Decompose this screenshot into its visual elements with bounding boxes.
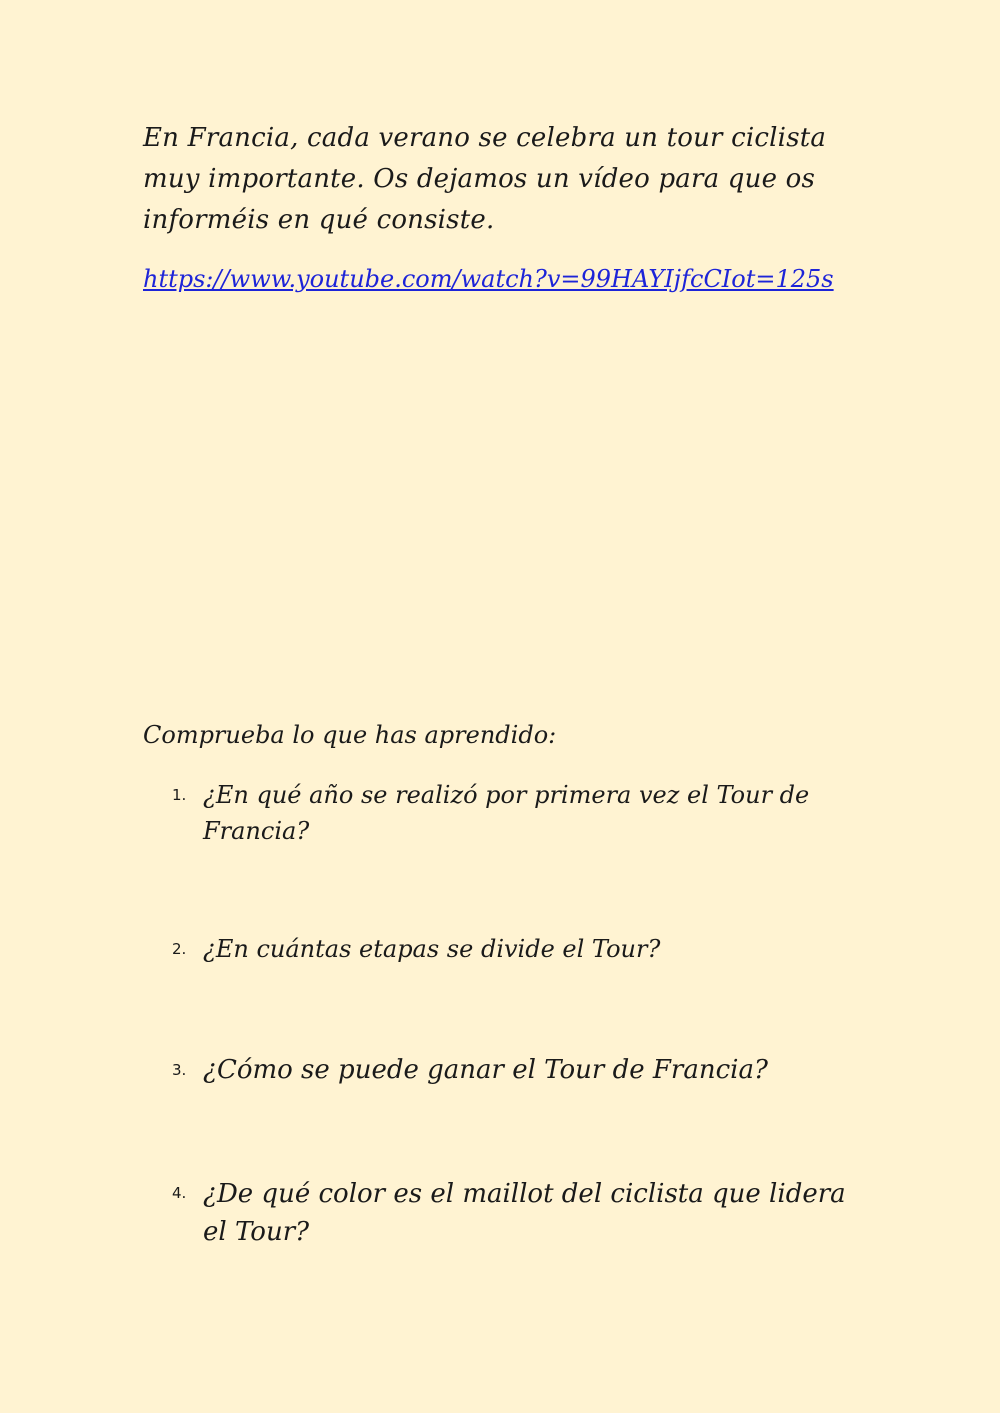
question-text: ¿Cómo se puede ganar el Tour de Francia? <box>203 1055 768 1085</box>
question-number: 4. <box>172 1184 187 1202</box>
question-text: ¿En cuántas etapas se divide el Tour? <box>203 935 661 963</box>
intro-paragraph: En Francia, cada verano se celebra un tour ciclista muy importante. Os dejamos un vídeo para que os informéis en qué consiste. <box>143 123 827 235</box>
question-number: 1. <box>172 786 187 804</box>
question-text: ¿De qué color es el maillot del ciclista que lidera el Tour? <box>203 1179 846 1247</box>
quiz-heading: Comprueba lo que has aprendido: <box>143 721 557 749</box>
question-text: ¿En qué año se realizó por primera vez el Tour de Francia? <box>203 781 810 845</box>
question-number: 3. <box>172 1061 187 1079</box>
question-number: 2. <box>172 940 187 958</box>
youtube-video-link[interactable]: https://www.youtube.com/watch?v=99HAYIjfcCIot=125s <box>143 265 834 293</box>
